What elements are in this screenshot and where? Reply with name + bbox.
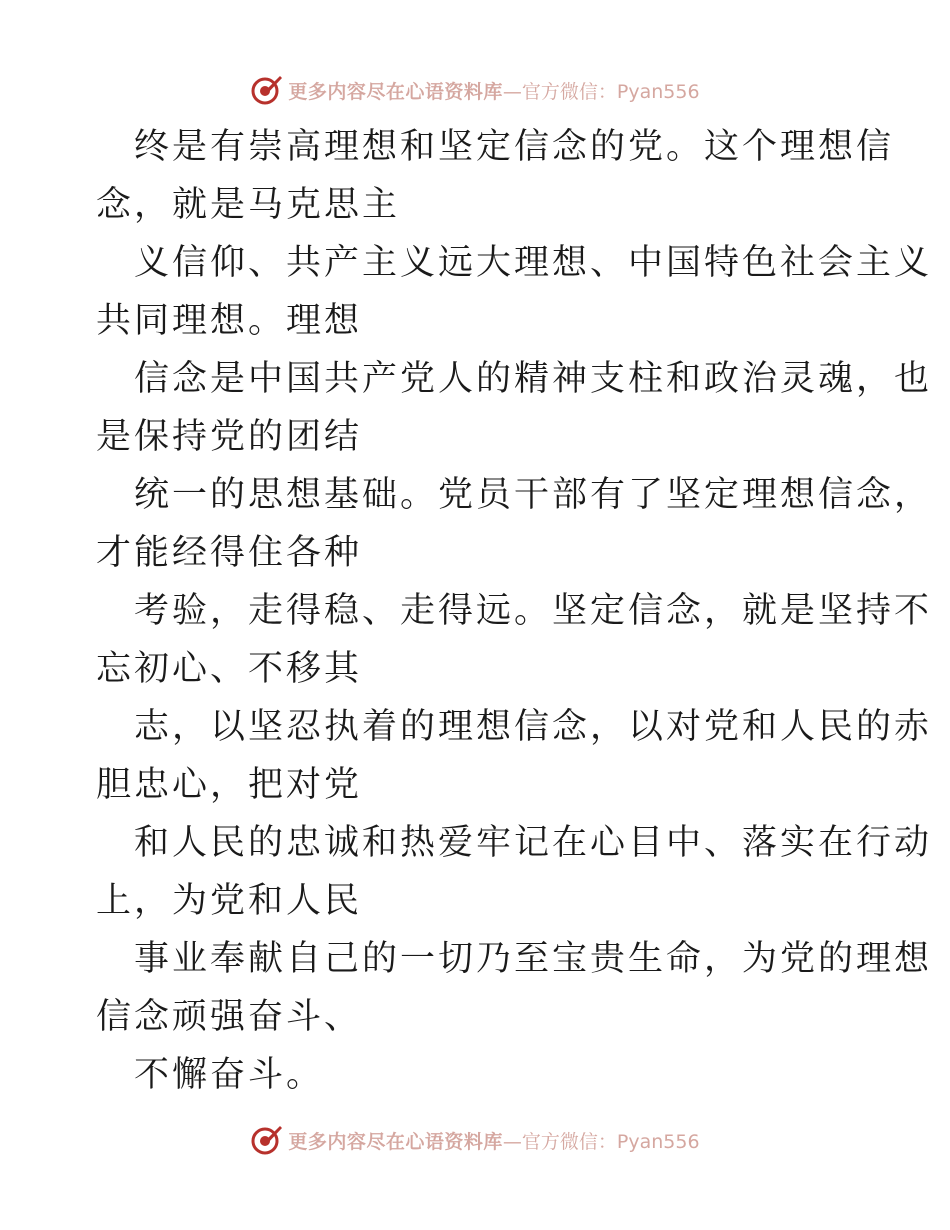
footer-banner (0, 1120, 950, 1160)
paragraph-9 (0, 1046, 950, 1104)
paragraph-4 (0, 466, 950, 582)
paragraph-line: 和人民的忠诚和热爱牢记在心目中、落实在行动 (134, 823, 933, 863)
paragraph-1 (0, 118, 950, 234)
banner-wechat-text: —官方微信：Pyan556 (502, 80, 700, 103)
paragraph-line: 终是有崇高理想和坚定信念的党。这个理想信 (134, 127, 895, 167)
header-banner (0, 70, 950, 110)
document-body (0, 118, 950, 1104)
paragraph-line: 志，以坚忍执着的理想信念，以对党和人民的赤 (134, 707, 933, 747)
paragraph-2 (0, 234, 950, 350)
paragraph-line: 是保持党的团结 (96, 417, 363, 457)
paragraph-7 (0, 814, 950, 930)
paragraph-line: 上，为党和人民 (96, 881, 363, 921)
paragraph-8 (0, 930, 950, 1046)
paragraph-line: 义信仰、共产主义远大理想、中国特色社会主义 (134, 243, 933, 283)
quill-circle-logo-icon (250, 1123, 284, 1157)
paragraph-line: 念，就是马克思主 (96, 185, 401, 225)
banner-wechat-text: —官方微信：Pyan556 (502, 1130, 700, 1153)
paragraph-line: 事业奉献自己的一切乃至宝贵生命，为党的理想 (134, 939, 933, 979)
paragraph-5 (0, 582, 950, 698)
paragraph-line: 统一的思想基础。党员干部有了坚定理想信念， (134, 475, 933, 515)
banner-main-text: 更多内容尽在心语资料库 (288, 80, 503, 103)
paragraph-line: 才能经得住各种 (96, 533, 363, 573)
quill-circle-logo-icon (250, 73, 284, 107)
paragraph-line: 忘初心、不移其 (96, 649, 363, 689)
paragraph-line: 共同理想。理想 (96, 301, 363, 341)
paragraph-6 (0, 698, 950, 814)
paragraph-line: 信念是中国共产党人的精神支柱和政治灵魂，也 (134, 359, 933, 399)
banner-main-text: 更多内容尽在心语资料库 (288, 1130, 503, 1153)
paragraph-3 (0, 350, 950, 466)
paragraph-line: 考验，走得稳、走得远。坚定信念，就是坚持不 (134, 591, 933, 631)
paragraph-line: 不懈奋斗。 (134, 1055, 325, 1095)
paragraph-line: 胆忠心，把对党 (96, 765, 363, 805)
paragraph-line: 信念顽强奋斗、 (96, 997, 363, 1037)
